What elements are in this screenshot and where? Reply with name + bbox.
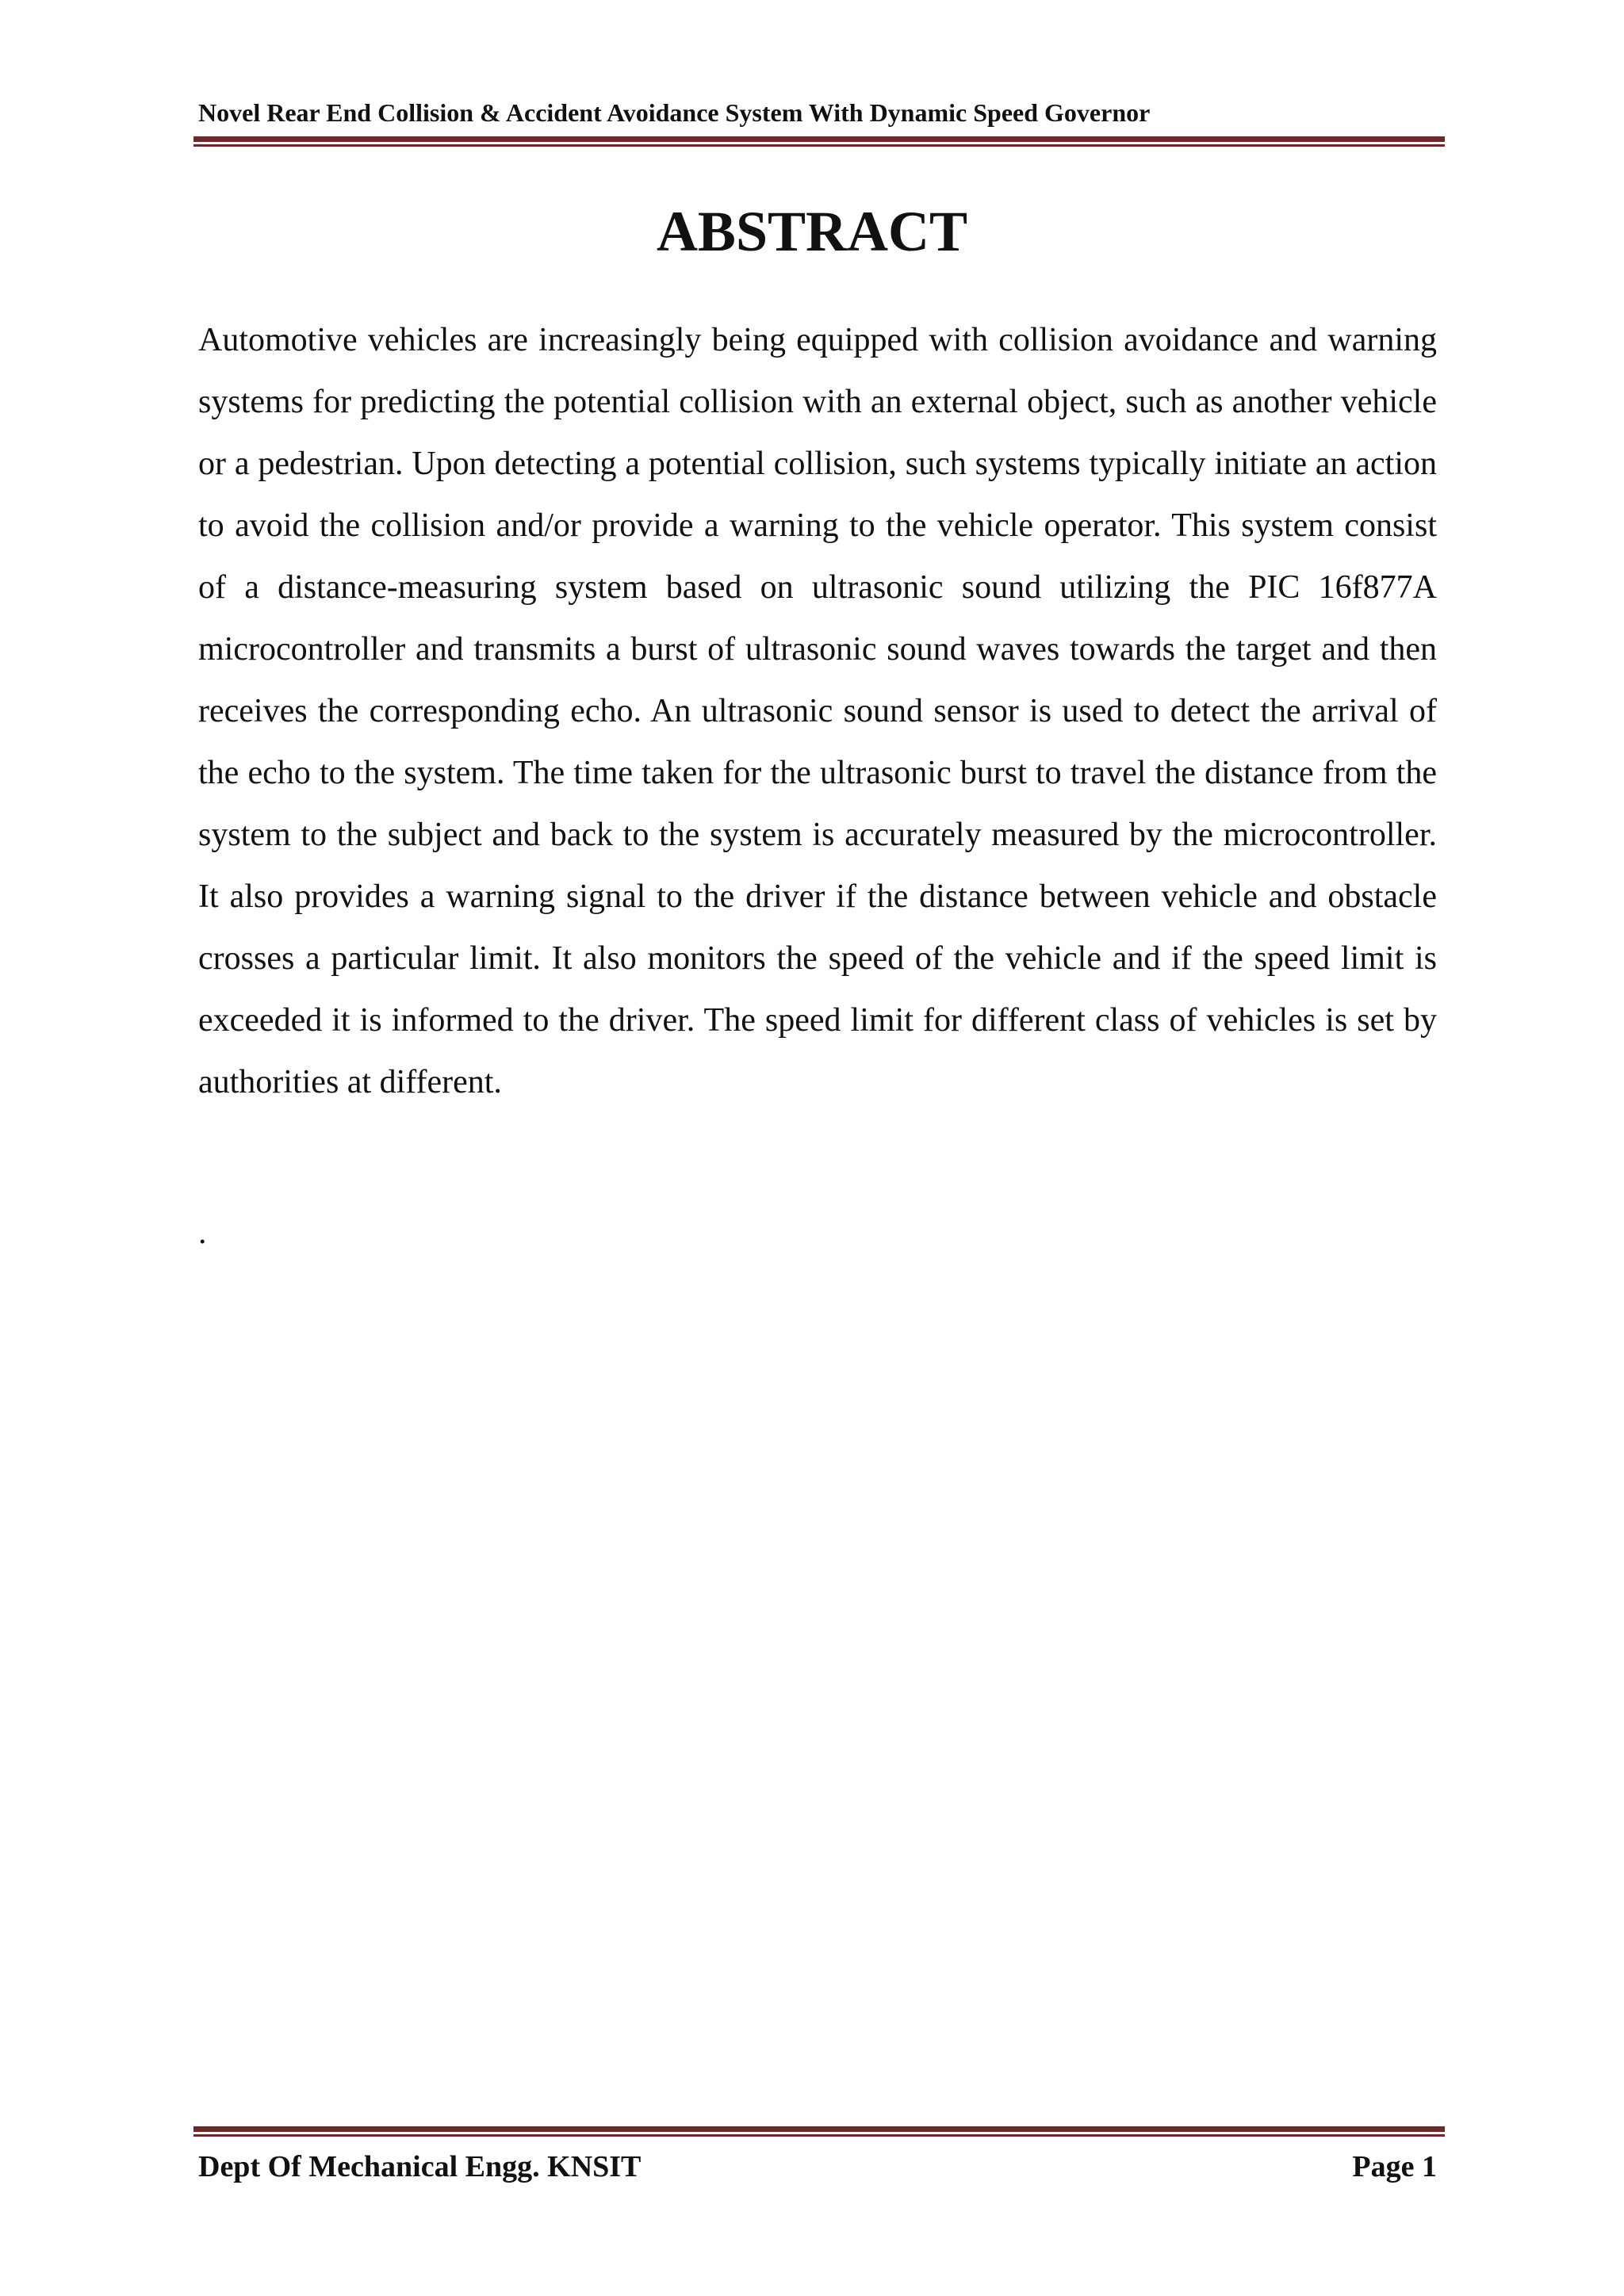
footer-rule-thick xyxy=(193,2126,1445,2132)
trailing-mark: . xyxy=(198,1215,207,1251)
footer-rule-thin xyxy=(193,2134,1445,2137)
abstract-paragraph: Automotive vehicles are increasingly being equipped with collision avoidance and warning systems for predicting the potential collision with an external object, such as another vehicle or a pedestrian. Upon detecting a potential collision, such systems typically initiate an action to avoid the collision and/or provide a warning to the vehicle operator. This system consist of a distance-measuring system based on ultrasonic sound utilizing the PIC 16f877A microcontroller and transmits a burst of ultrasonic sound waves towards the target and then receives the corresponding echo. An ultrasonic sound sensor is used to detect the arrival of the echo to the system. The time taken for the ultrasonic burst to travel the distance from the system to the subject and back to the system is accurately measured by the microcontroller. It also provides a warning signal to the driver if the distance between vehicle and obstacle crosses a particular limit. It also monitors the speed of the vehicle and if the speed limit is exceeded it is informed to the driver. The speed limit for different class of vehicles is set by authorities at different. xyxy=(198,322,1437,1100)
footer-department: Dept Of Mechanical Engg. KNSIT xyxy=(198,2150,642,2183)
footer-page-number: Page 1 xyxy=(1352,2150,1437,2183)
header-rule-thick xyxy=(193,136,1445,142)
header-rule-thin xyxy=(193,144,1445,147)
page-title: ABSTRACT xyxy=(656,200,968,263)
running-header: Novel Rear End Collision & Accident Avoidance System With Dynamic Speed Governor xyxy=(198,98,1151,127)
